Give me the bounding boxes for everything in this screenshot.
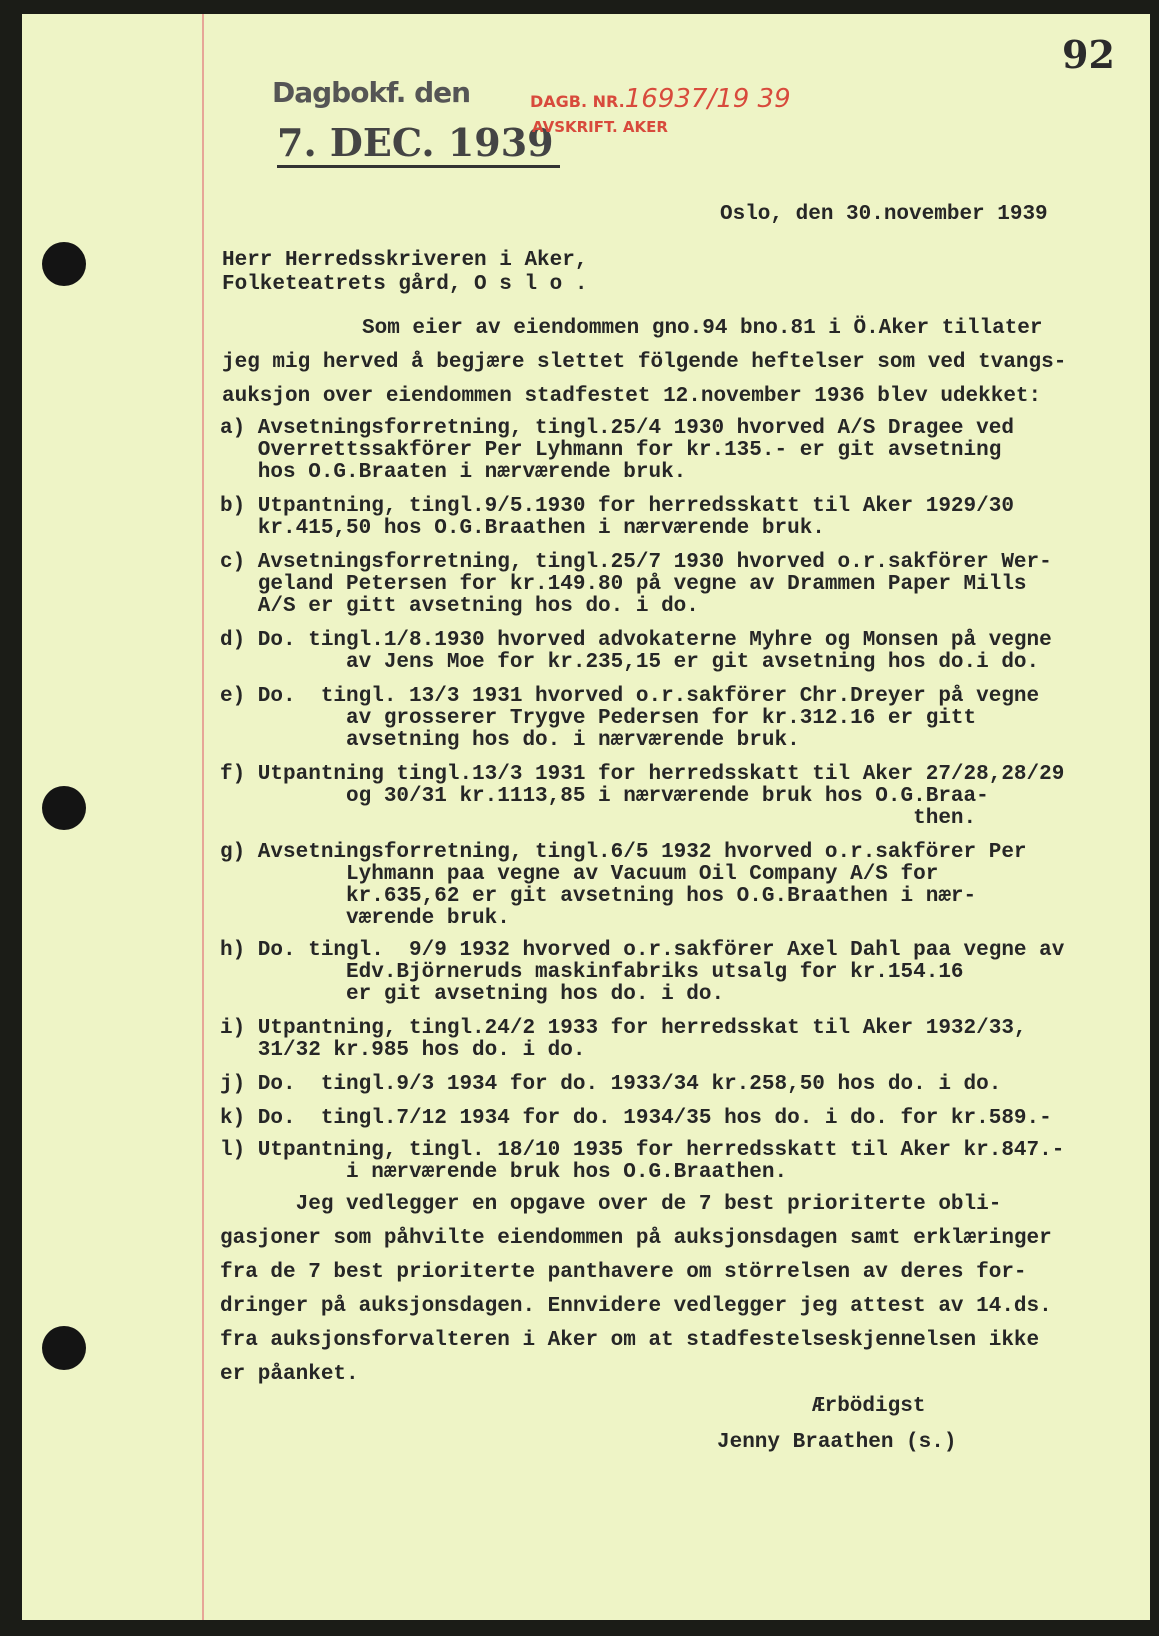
punch-hole: [42, 242, 86, 286]
avskrift-stamp: AVSKRIFT. AKER: [532, 118, 668, 136]
page-number: 92: [1062, 32, 1115, 77]
item-line: kr.635,62 er git avsetning hos O.G.Braathen i nær-: [220, 885, 977, 908]
item-line: av Jens Moe for kr.235,15 er git avsetning hos do.i do.: [220, 651, 1040, 674]
item-line: d) Do. tingl.1/8.1930 hvorved advokaterne Myhre og Monsen på vegne: [220, 629, 1052, 652]
item-line: l) Utpantning, tingl. 18/10 1935 for herredsskatt til Aker kr.847.-: [220, 1139, 1065, 1162]
addressee-line: Herr Herredsskriveren i Aker,: [222, 249, 588, 272]
item-line: Lyhmann paa vegne av Vacuum Oil Company A/S for: [220, 863, 939, 886]
item-line: er git avsetning hos do. i do.: [220, 983, 725, 1006]
item-line: hos O.G.Braaten i nærværende bruk.: [220, 461, 687, 484]
closing-line: fra auksjonsforvalteren i Aker om at stadfestelseskjennelsen ikke: [220, 1329, 1040, 1352]
dagb-nr-value: 16937/19 39: [624, 84, 791, 114]
document-page: [22, 14, 1150, 1620]
item-line: A/S er gitt avsetning hos do. i do.: [220, 595, 699, 618]
item-line: a) Avsetningsforretning, tingl.25/4 1930 hvorved A/S Dragee ved: [220, 417, 1014, 440]
dagb-nr-stamp: [530, 84, 791, 114]
margin-line: [202, 14, 204, 1620]
dagbokf-stamp: Dagbokf. den: [272, 76, 471, 109]
addressee-line: Folketeatrets gård, O s l o .: [222, 273, 588, 296]
item-line: 31/32 kr.985 hos do. i do.: [220, 1039, 586, 1062]
place-date: Oslo, den 30.november 1939: [720, 203, 1048, 226]
item-line: av grosserer Trygve Pedersen for kr.312.16 er gitt: [220, 707, 977, 730]
item-line: avsetning hos do. i nærværende bruk.: [220, 729, 800, 752]
item-line: og 30/31 kr.1113,85 i nærværende bruk hos O.G.Braa-: [220, 785, 989, 808]
closing-line: er påanket.: [220, 1363, 359, 1386]
dagb-nr-label: DAGB. NR.: [530, 92, 625, 111]
item-line: geland Petersen for kr.149.80 på vegne av Drammen Paper Mills: [220, 573, 1027, 596]
intro-line: Som eier av eiendommen gno.94 bno.81 i Ö.Aker tillater: [362, 317, 1043, 340]
item-line: Edv.Björneruds maskinfabriks utsalg for kr.154.16: [220, 961, 964, 984]
item-line: kr.415,50 hos O.G.Braathen i nærværende bruk.: [220, 517, 825, 540]
item-line: j) Do. tingl.9/3 1934 for do. 1933/34 kr.258,50 hos do. i do.: [220, 1073, 1002, 1096]
item-line: e) Do. tingl. 13/3 1931 hvorved o.r.sakförer Chr.Dreyer på vegne: [220, 685, 1040, 708]
item-line: c) Avsetningsforretning, tingl.25/7 1930 hvorved o.r.sakförer Wer-: [220, 551, 1052, 574]
item-line: f) Utpantning tingl.13/3 1931 for herredsskatt til Aker 27/28,28/29: [220, 763, 1065, 786]
punch-hole: [42, 1326, 86, 1370]
punch-hole: [42, 786, 86, 830]
item-line: k) Do. tingl.7/12 1934 for do. 1934/35 hos do. i do. for kr.589.-: [220, 1107, 1052, 1130]
closing-line: dringer på auksjonsdagen. Ennvidere vedlegger jeg attest av 14.ds.: [220, 1295, 1052, 1318]
closing-line: Jeg vedlegger en opgave over de 7 best prioriterte obli-: [220, 1193, 1002, 1216]
signature-greeting: Ærbödigst: [812, 1395, 926, 1418]
item-line: i nærværende bruk hos O.G.Braathen.: [220, 1161, 788, 1184]
item-line: værende bruk.: [220, 907, 510, 930]
intro-line: auksjon over eiendommen stadfestet 12.november 1936 blev udekket:: [222, 385, 1042, 408]
signature-name: Jenny Braathen (s.): [717, 1431, 957, 1454]
date-stamp: 7. DEC. 1939: [277, 120, 560, 168]
item-line: b) Utpantning, tingl.9/5.1930 for herredsskatt til Aker 1929/30: [220, 495, 1014, 518]
closing-line: fra de 7 best prioriterte panthavere om störrelsen av deres for-: [220, 1261, 1027, 1284]
item-line: h) Do. tingl. 9/9 1932 hvorved o.r.sakförer Axel Dahl paa vegne av: [220, 939, 1065, 962]
closing-line: gasjoner som påhvilte eiendommen på auksjonsdagen samt erklæringer: [220, 1227, 1052, 1250]
item-line: i) Utpantning, tingl.24/2 1933 for herredsskat til Aker 1932/33,: [220, 1017, 1027, 1040]
item-line: Overrettssakförer Per Lyhmann for kr.135.- er git avsetning: [220, 439, 1002, 462]
item-line: then.: [220, 807, 977, 830]
intro-line: jeg mig herved å begjære slettet fölgende heftelser som ved tvangs-: [222, 351, 1067, 374]
item-line: g) Avsetningsforretning, tingl.6/5 1932 hvorved o.r.sakförer Per: [220, 841, 1027, 864]
